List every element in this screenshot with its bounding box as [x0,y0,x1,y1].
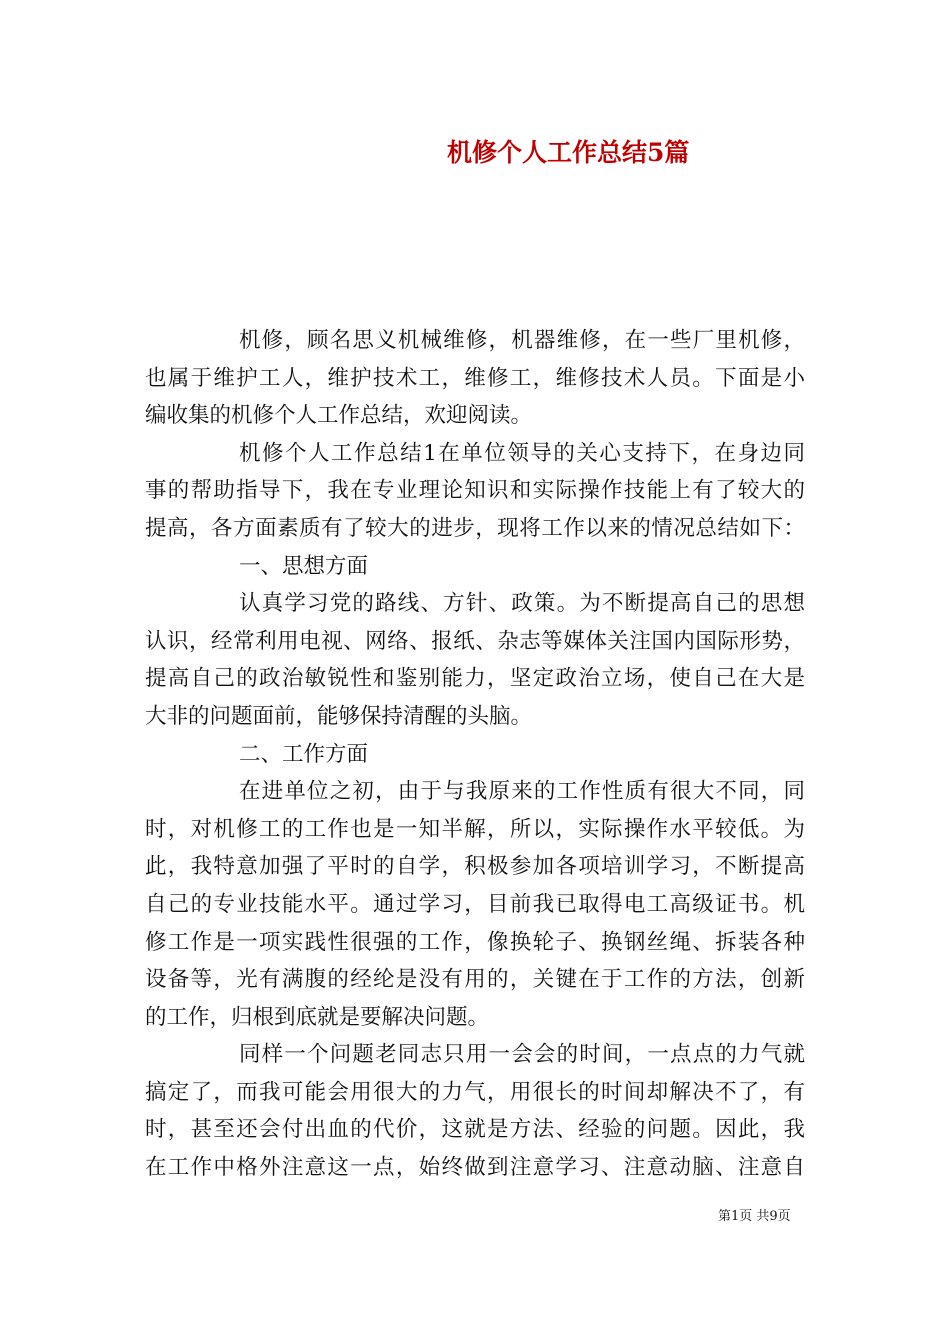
text-line: 自己的专业技能水平。通过学习，目前我已取得电工高级证书。机 [145,891,805,917]
document-title: 机修个人工作总结5篇 [447,138,690,167]
text-line: 设备等，光有满腹的经纶是没有用的，关键在于工作的方法，创新 [145,967,805,993]
text-line: 认真学习党的路线、方针、政策。为不断提高自己的思想 [239,591,805,617]
text-line: 机修，顾名思义机械维修，机器维修，在一些厂里机修， [239,328,805,353]
text-line: 时，甚至还会付出血的代价，这就是方法、经验的问题。因此，我 [145,1117,805,1143]
text-line: 的工作，归根到底就是要解决问题。 [145,1004,490,1030]
document-body [145,322,805,1187]
text-line: 大非的问题面前，能够保持清醒的头脑。 [145,703,533,729]
text-line: 同样一个问题老同志只用一会会的时间，一点点的力气就 [239,1042,805,1068]
text-line: 二、工作方面 [239,741,369,767]
text-line: 在进单位之初，由于与我原来的工作性质有很大不同，同 [239,779,805,805]
text-line: 认识，经常利用电视、网络、报纸、杂志等媒体关注国内国际形势， [145,628,805,654]
page-number: 第1页 共9页 [718,1209,791,1224]
text-line: 一、思想方面 [239,553,369,579]
text-line: 搞定了，而我可能会用很大的力气，用很长的时间却解决不了，有 [145,1079,805,1105]
title-container [0,133,950,173]
text-line: 在工作中格外注意这一点，始终做到注意学习、注意动脑、注意自 [145,1155,805,1181]
text-line: 也属于维护工人，维护技术工，维修工，维修技术人员。下面是小 [145,365,805,391]
text-line: 机修个人工作总结1在单位领导的关心支持下，在身边同 [239,440,805,466]
text-line: 此，我特意加强了平时的自学，积极参加各项培训学习，不断提高 [145,854,805,880]
text-line: 修工作是一项实践性很强的工作，像换轮子、换钢丝绳、拆装各种 [145,929,805,955]
text-line: 事的帮助指导下，我在专业理论知识和实际操作技能上有了较大的 [145,478,805,504]
text-line: 时，对机修工的工作也是一知半解，所以，实际操作水平较低。为 [145,816,805,842]
text-line: 提高，各方面素质有了较大的进步，现将工作以来的情况总结如下： [145,515,805,541]
text-line: 提高自己的政治敏锐性和鉴别能力，坚定政治立场，使自己在大是 [145,666,805,692]
text-line: 编收集的机修个人工作总结，欢迎阅读。 [145,403,533,429]
